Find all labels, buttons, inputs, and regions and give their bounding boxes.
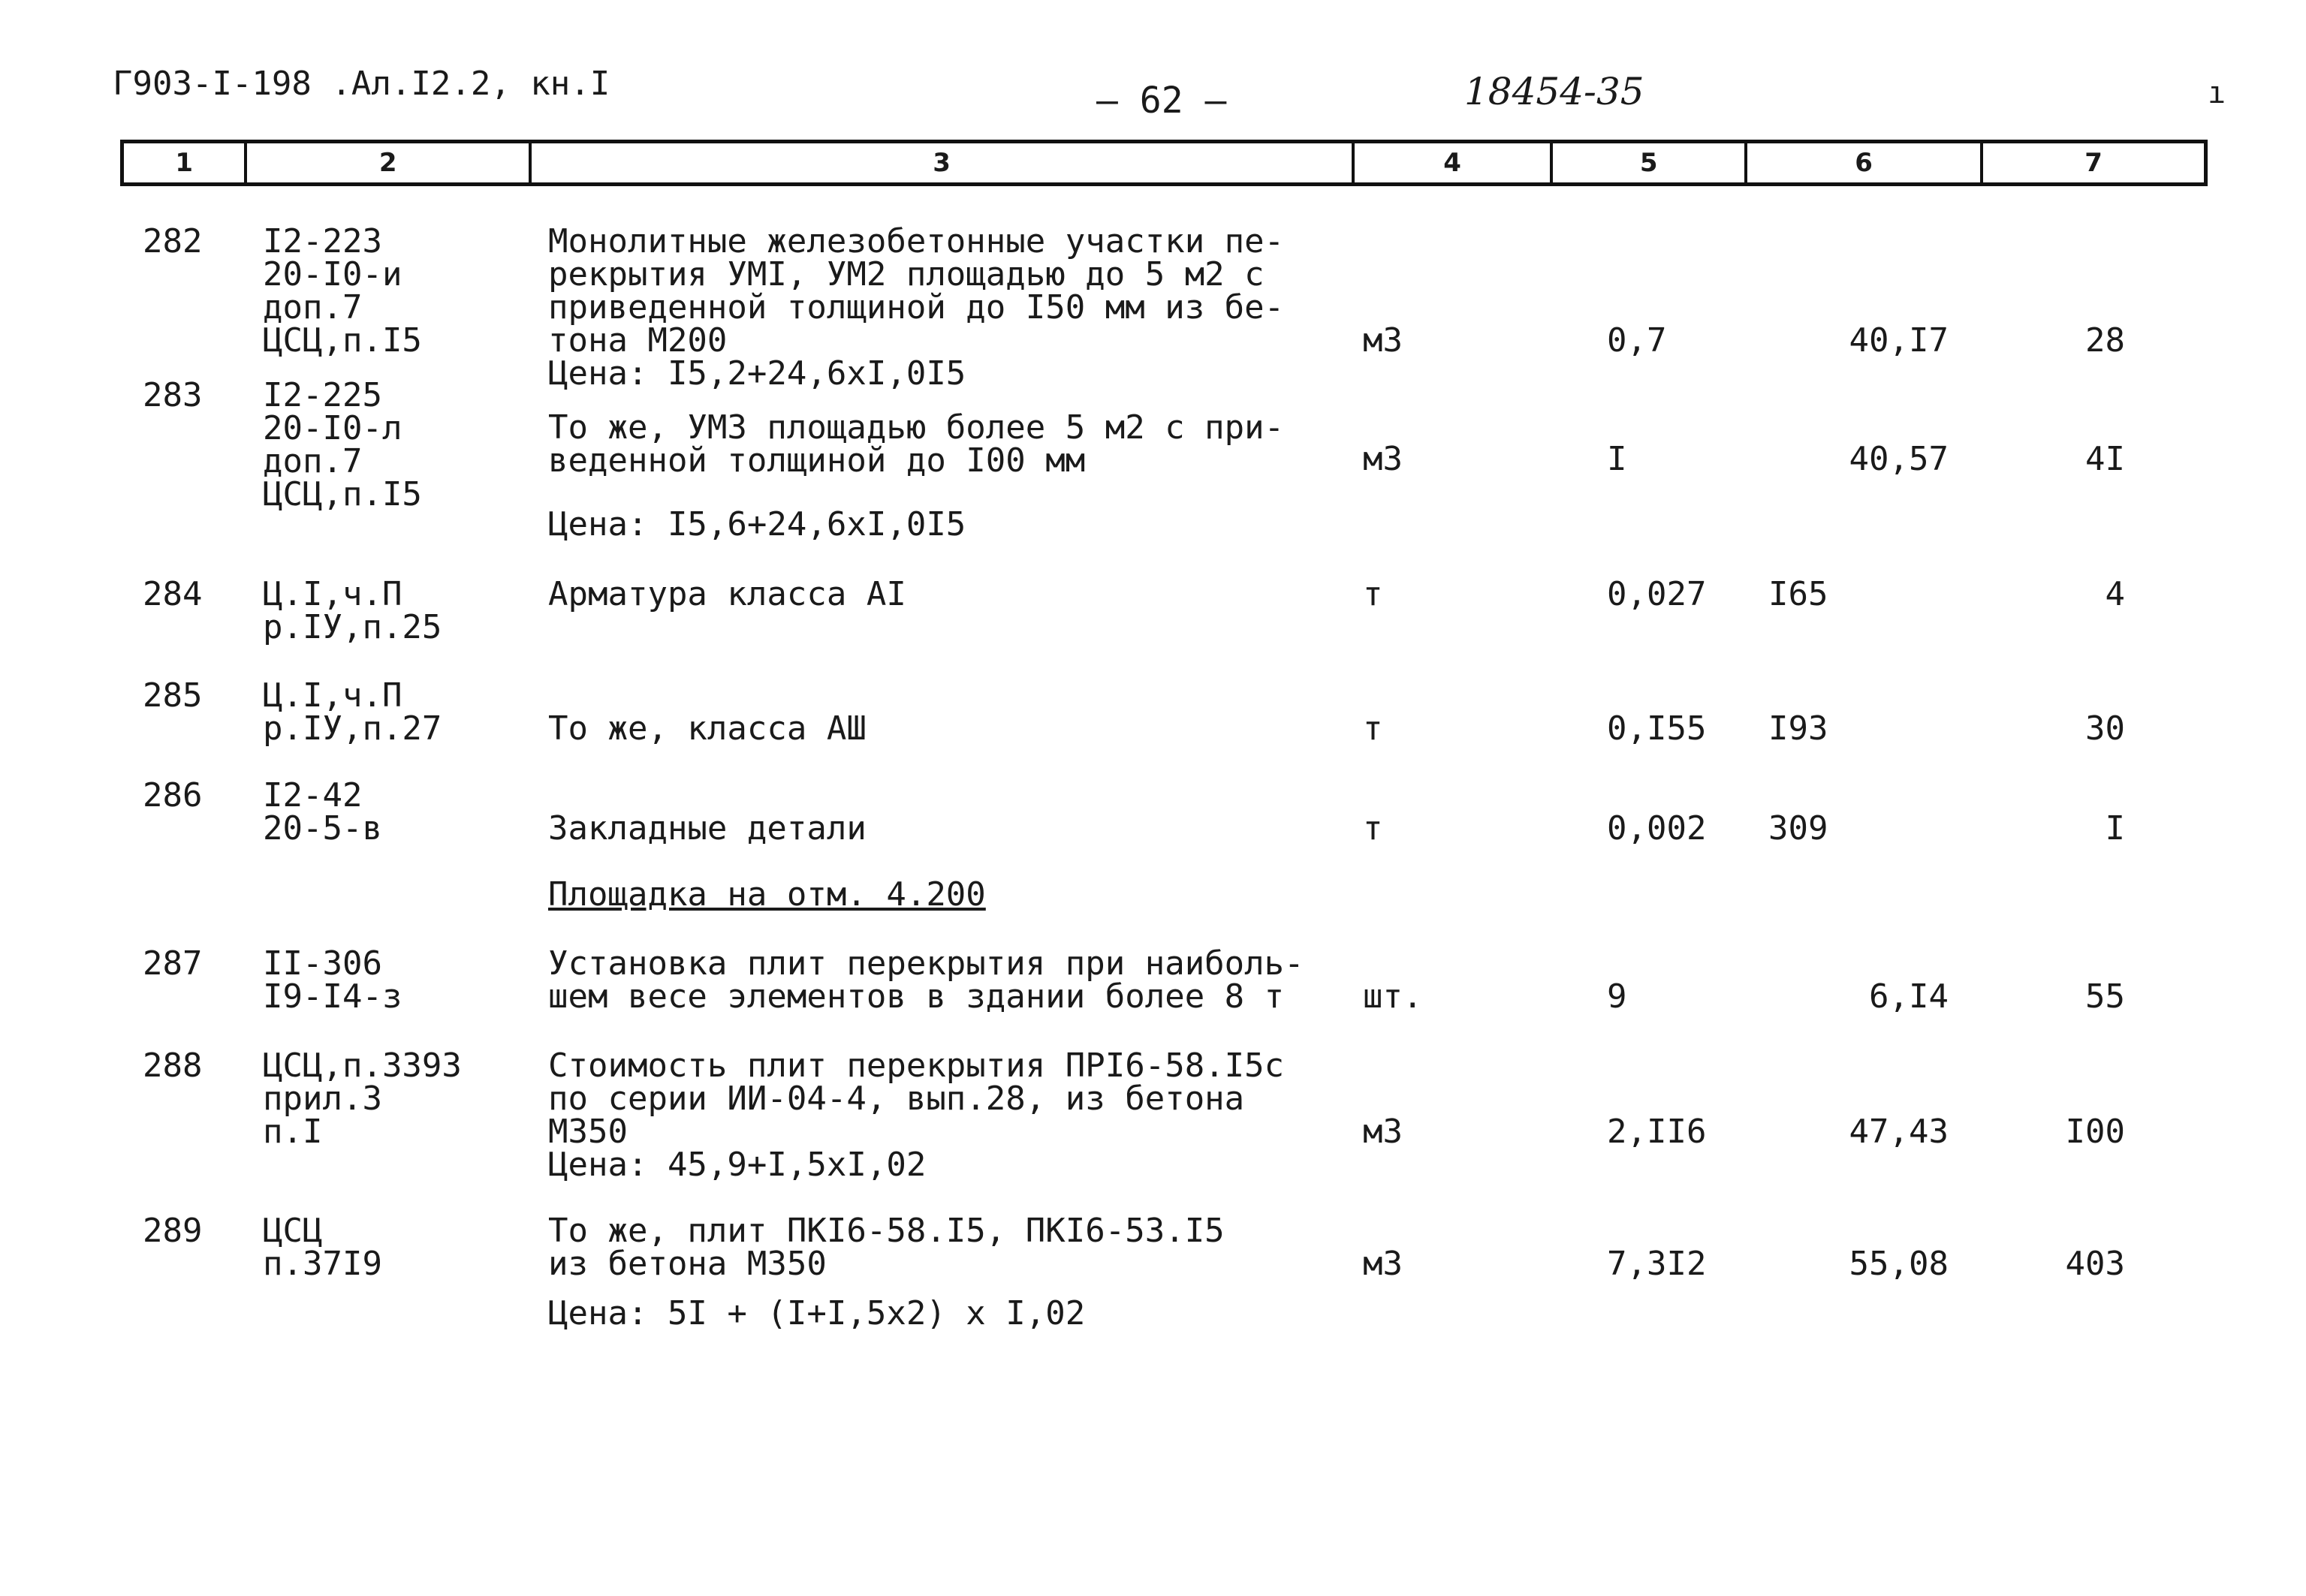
column-header-row	[120, 140, 2208, 186]
row-reference: Ц.I,ч.П р.IУ,п.25	[263, 575, 442, 646]
row-number: 284	[143, 575, 203, 613]
row-unit: м3	[1363, 440, 1403, 478]
row-quantity: I	[1607, 440, 1627, 478]
row-description: Арматура класса АI	[548, 575, 906, 613]
row-unit: шт.	[1363, 977, 1423, 1016]
document-designation: Г903-I-198 .Ал.I2.2, кн.I	[113, 65, 610, 103]
row-price: 55,08	[1849, 1245, 1949, 1283]
page-number: — 62 —	[1096, 80, 1227, 122]
row-description: Установка плит перекрытия при наиболь- шем весе элементов в здании более 8 т	[548, 944, 1304, 1016]
row-number: 289	[143, 1212, 203, 1250]
row-quantity: 0,002	[1607, 809, 1707, 848]
row-price: 40,57	[1849, 440, 1949, 478]
row-price: 309	[1768, 809, 1828, 848]
row-total: 4I	[2085, 440, 2125, 478]
column-header-7: 7	[2084, 148, 2103, 178]
row-total: I	[2105, 809, 2125, 848]
row-description: Стоимость плит перекрытия ПРI6-58.I5с по серии ИИ-04-4, вып.28, из бетона М350 Цена: 45,9+I,5хI,02	[548, 1046, 1285, 1184]
column-header-2: 2	[247, 143, 532, 182]
column-header-4: 4	[1355, 143, 1553, 182]
row-price: I65	[1768, 575, 1828, 613]
row-reference: I2-42 20-5-в	[263, 776, 382, 848]
row-unit: т	[1363, 809, 1383, 848]
handwritten-code: 18454-35	[1464, 70, 1644, 113]
row-reference: I2-225 20-I0-л доп.7 ЦСЦ,п.I5	[263, 376, 422, 513]
row-price: 6,I4	[1869, 977, 1949, 1016]
row-total: 403	[2065, 1245, 2125, 1283]
row-reference: II-306 I9-I4-з	[263, 944, 402, 1016]
row-price-formula: Цена: 5I + (I+I,5х2) х I,02	[548, 1294, 1086, 1333]
row-quantity: 0,7	[1607, 321, 1667, 360]
column-header-6: 6	[1747, 143, 1983, 182]
row-total: 28	[2085, 321, 2125, 360]
row-reference: Ц.I,ч.П р.IУ,п.27	[263, 676, 442, 748]
row-description: То же, класса АШ	[548, 709, 867, 748]
row-unit: м3	[1363, 1113, 1403, 1151]
row-number: 288	[143, 1046, 203, 1085]
row-description: Закладные детали	[548, 809, 867, 848]
row-price-formula: Цена: I5,6+24,6хI,0I5	[548, 505, 966, 544]
row-description: Монолитные железобетонные участки пе- рекрытия УМI, УМ2 площадью до 5 м2 с приведенной толщиной до I50 мм из бе- тона М200 Цена: I5,2+24,6хI,0I5	[548, 222, 1285, 393]
row-number: 282	[143, 222, 203, 260]
column-header-1: 1	[124, 143, 247, 182]
row-total: 4	[2105, 575, 2125, 613]
row-number: 287	[143, 944, 203, 983]
row-quantity: 0,027	[1607, 575, 1707, 613]
row-price: I93	[1768, 709, 1828, 748]
row-unit: м3	[1363, 321, 1403, 360]
row-number: 286	[143, 776, 203, 815]
row-reference: ЦСЦ,п.3393 прил.3 п.I	[263, 1046, 462, 1151]
row-total: I00	[2065, 1113, 2125, 1151]
row-description: То же, плит ПКI6-58.I5, ПКI6-53.I5 из бетона М350	[548, 1212, 1225, 1283]
row-number: 283	[143, 376, 203, 414]
row-unit: т	[1363, 709, 1383, 748]
row-reference: ЦСЦ п.37I9	[263, 1212, 382, 1283]
row-quantity: 9	[1607, 977, 1627, 1016]
row-total: 55	[2085, 977, 2125, 1016]
margin-mark: ı	[2208, 76, 2226, 110]
row-price: 40,I7	[1849, 321, 1949, 360]
row-reference: I2-223 20-I0-и доп.7 ЦСЦ,п.I5	[263, 222, 422, 360]
row-quantity: 0,I55	[1607, 709, 1707, 748]
section-heading: Площадка на отм. 4.200	[548, 875, 986, 914]
row-number: 285	[143, 676, 203, 715]
column-header-5: 5	[1553, 143, 1747, 182]
column-header-3: 3	[532, 143, 1355, 182]
row-quantity: 2,II6	[1607, 1113, 1707, 1151]
row-unit: т	[1363, 575, 1383, 613]
row-description: То же, УМ3 площадью более 5 м2 с при- веденной толщиной до I00 мм	[548, 408, 1285, 480]
row-quantity: 7,3I2	[1607, 1245, 1707, 1283]
row-unit: м3	[1363, 1245, 1403, 1283]
row-total: 30	[2085, 709, 2125, 748]
row-price: 47,43	[1849, 1113, 1949, 1151]
